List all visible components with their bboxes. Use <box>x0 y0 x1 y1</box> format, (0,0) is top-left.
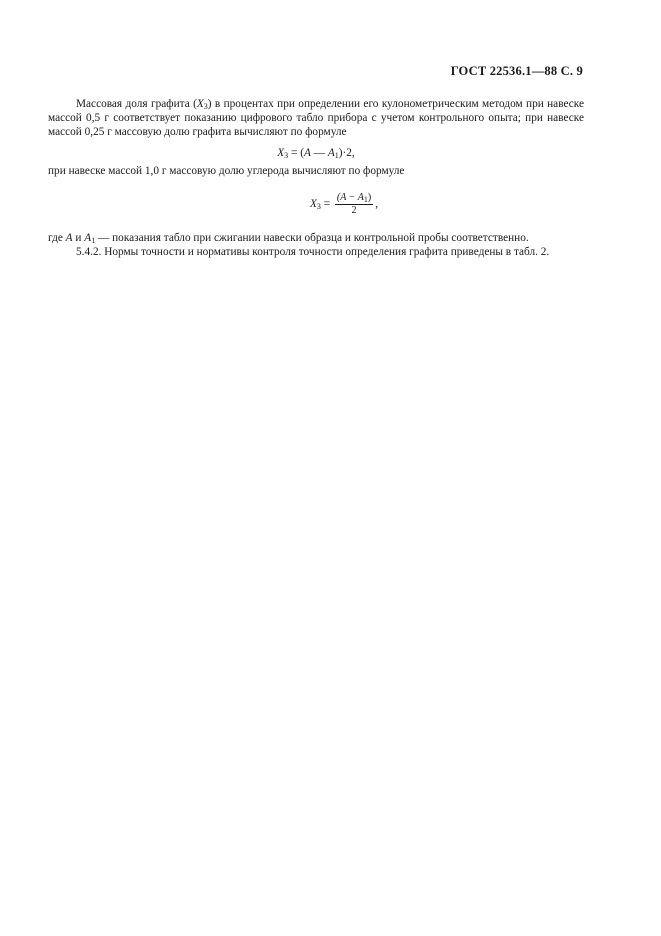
formula-1-equals: = ( <box>288 146 304 159</box>
variable-x: X <box>196 98 204 110</box>
formula-1-a: A <box>303 146 311 159</box>
formula-1 <box>48 146 584 160</box>
formula-1-minus: — <box>310 146 328 159</box>
p1-text-end: ) в процентах при определении его кулонометрическим методом при навеске массой 0,5 г соответствует показанию цифрового табло прибора с учетом контрольного опыта; при навеске массой 0,25 г массовую долю графита вычисляют по формуле <box>48 98 584 139</box>
p1-text-start: Массовая доля графита ( <box>76 98 197 110</box>
p3-variable-a1-subscript: 1 <box>91 236 96 246</box>
formula-2-lhs-subscript: 3 <box>316 202 321 212</box>
document-body <box>48 97 584 259</box>
formula-2 <box>48 192 584 217</box>
paragraph-graphite-mass-fraction <box>48 97 584 140</box>
formula-1-tail: )·2, <box>338 146 355 159</box>
p3-variable-a: A <box>65 232 73 245</box>
p3-variable-a1: A <box>84 232 92 245</box>
variable-x-subscript: 3 <box>203 102 208 111</box>
formula-2-lhs: X <box>309 198 317 211</box>
formula-2-equals: = <box>320 198 333 211</box>
formula-1-lhs: X <box>277 146 285 159</box>
p3-text-end: — показания табло при сжигании навески образца и контрольной пробы соответственно. <box>95 232 529 245</box>
formula-1-a1-subscript: 1 <box>334 150 339 160</box>
formula-2-numerator-close: ) <box>367 192 372 204</box>
paragraph-section-5-4-2: 5.4.2. Нормы точности и нормативы контроля точности определения графита приведены в табл. 2. <box>76 246 550 259</box>
p3-text-start: где <box>48 232 66 245</box>
formula-2-fraction <box>335 192 373 217</box>
formula-2-denominator: 2 <box>351 205 357 217</box>
formula-1-lhs-subscript: 3 <box>284 150 289 160</box>
document-header: ГОСТ 22536.1—88 С. 9 <box>450 64 583 78</box>
paragraph-variable-definitions <box>48 231 584 245</box>
formula-2-numerator-text: (A − A <box>336 192 364 204</box>
formula-1-a1: A <box>327 146 335 159</box>
formula-2-numerator <box>335 192 373 205</box>
p3-text-and: и <box>72 232 85 245</box>
paragraph-carbon-formula-intro: при навеске массой 1,0 г массовую долю углерода вычисляют по формуле <box>48 164 405 177</box>
formula-2-numerator-subscript: 1 <box>363 195 368 205</box>
formula-2-tail: , <box>375 198 379 211</box>
